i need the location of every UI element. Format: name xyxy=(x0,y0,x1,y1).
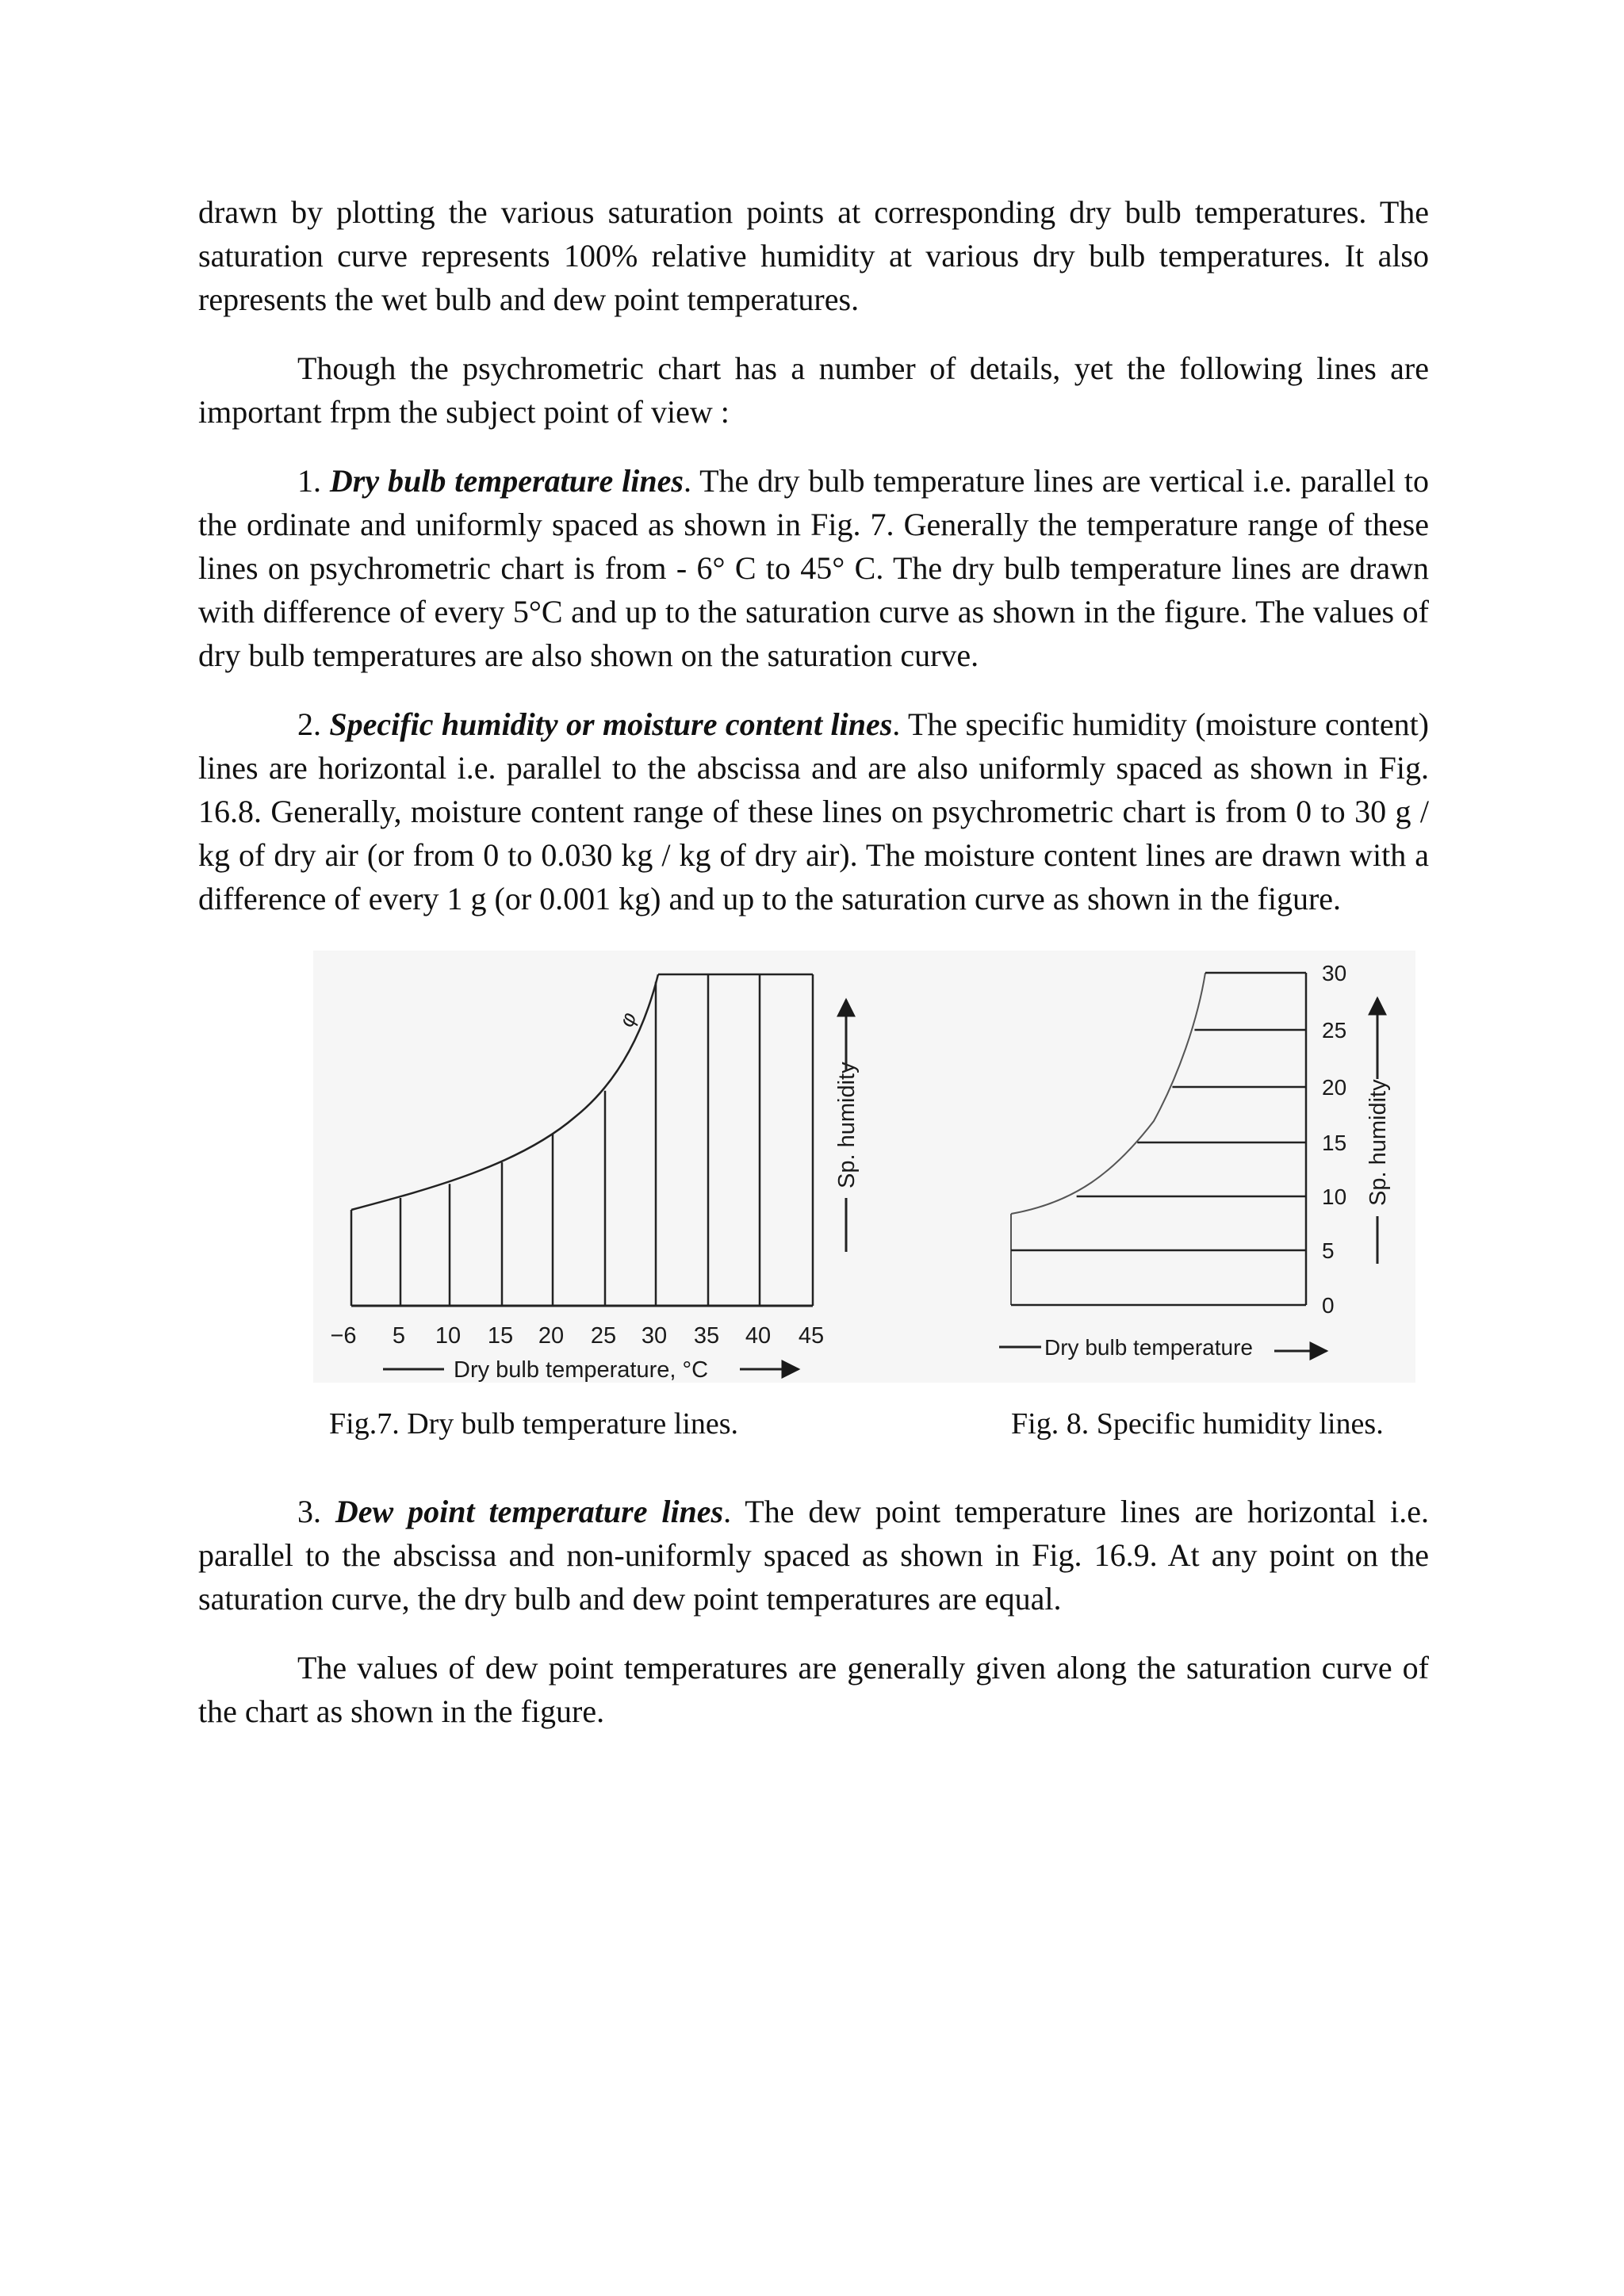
paragraph-dew-point-lines xyxy=(198,1490,1429,1621)
fig7-x-tick-label: 35 xyxy=(693,1323,720,1349)
fig7-curve-label: φ xyxy=(614,1008,642,1031)
paragraph-dew-point-values: The values of dew point temperatures are generally given along the saturation curve of the chart as shown in the figure. xyxy=(198,1650,1429,1729)
fig8-y-axis-label: Sp. humidity xyxy=(1365,1079,1391,1206)
fig8-y-tick-label: 10 xyxy=(1322,1184,1347,1209)
fig8-y-tick-label: 0 xyxy=(1322,1293,1335,1318)
fig7-diagram xyxy=(330,974,860,1383)
fig7-x-tick-label: 30 xyxy=(641,1323,668,1349)
fig7-x-tick-label: 20 xyxy=(538,1323,565,1349)
term-dew-point: Dew point temperature lines xyxy=(335,1494,724,1529)
fig8-y-tick-label: 20 xyxy=(1322,1075,1347,1100)
fig7-x-tick-label: 5 xyxy=(392,1323,406,1349)
item-number: 1. xyxy=(297,463,321,499)
page-content xyxy=(198,190,1429,1733)
fig8-x-axis-label: Dry bulb temperature xyxy=(1044,1335,1254,1360)
paragraph-chart-intro: Though the psychrometric chart has a number of details, yet the following lines are important frpm the subject point of view : xyxy=(198,350,1429,430)
fig8-y-tick-label: 30 xyxy=(1322,961,1347,985)
fig7-x-tick-label: −6 xyxy=(330,1323,357,1349)
figure-image xyxy=(313,951,1415,1383)
fig8-y-tick-label: 25 xyxy=(1322,1018,1347,1043)
term-dry-bulb: Dry bulb temperature lines xyxy=(329,463,684,499)
fig7-x-axis-label: Dry bulb temperature, °C xyxy=(454,1357,709,1383)
item-text: . The dry bulb temperature lines are vertical i.e. parallel to the ordinate and uniformly spaced as shown in Fig. 7. Generally the temperature range of these lines on psychrometric chart is from - 6° C to 45° C. The dry bulb temperature lines are drawn with difference of every 5°C and up to the saturation curve as shown in the figure. The values of dry bulb temperatures are also shown on the saturation curve. xyxy=(198,463,1430,673)
fig7-caption: Fig.7. Dry bulb temperature lines. xyxy=(329,1407,739,1441)
fig7-x-tick-label: 45 xyxy=(798,1323,825,1349)
figure-row xyxy=(198,951,1429,1490)
fig7-x-tick-label: 10 xyxy=(435,1323,462,1349)
fig8-y-tick-label: 15 xyxy=(1322,1131,1347,1155)
item-number: 3. xyxy=(297,1494,321,1529)
fig8-diagram xyxy=(999,961,1391,1360)
paragraph-saturation-curve: drawn by plotting the various saturation points at corresponding dry bulb temperatures. The saturation curve represents 100% relative humidity at various dry bulb temperatures. It also represents the wet bulb and dew point temperatures. xyxy=(198,194,1429,317)
term-specific-humidity: Specific humidity or moisture content lines xyxy=(329,706,893,742)
item-text: . The dew point temperature lines are horizontal i.e. parallel to the abscissa and non-uniformly spaced as shown in Fig. 16.9. At any point on the saturation curve, the dry bulb and dew point temperatures are equal. xyxy=(198,1494,1429,1617)
item-text: . The specific humidity (moisture content) lines are horizontal i.e. parallel to the abscissa and are also uniformly spaced as shown in Fig. 16.8. Generally, moisture content range of these lines on psychrometric chart is from 0 to 30 g / kg of dry air (or from 0 to 0.030 kg / kg of dry air). The moisture content lines are drawn with a difference of every 1 g (or 0.001 kg) and up to the saturation curve as shown in the figure. xyxy=(198,706,1430,916)
item-number: 2. xyxy=(297,706,321,742)
fig8-saturation-curve xyxy=(1011,973,1205,1214)
fig7-x-tick-label: 25 xyxy=(590,1323,617,1349)
fig7-saturation-curve xyxy=(351,974,658,1210)
fig8-y-tick-label: 5 xyxy=(1322,1238,1335,1263)
fig7-x-tick-label: 15 xyxy=(487,1323,514,1349)
fig7-x-tick-label: 40 xyxy=(745,1323,772,1349)
fig7-y-axis-label: Sp. humidity xyxy=(834,1062,860,1188)
fig8-caption: Fig. 8. Specific humidity lines. xyxy=(1011,1407,1384,1441)
paragraph-dry-bulb-lines xyxy=(198,459,1429,677)
paragraph-specific-humidity-lines xyxy=(198,702,1429,920)
